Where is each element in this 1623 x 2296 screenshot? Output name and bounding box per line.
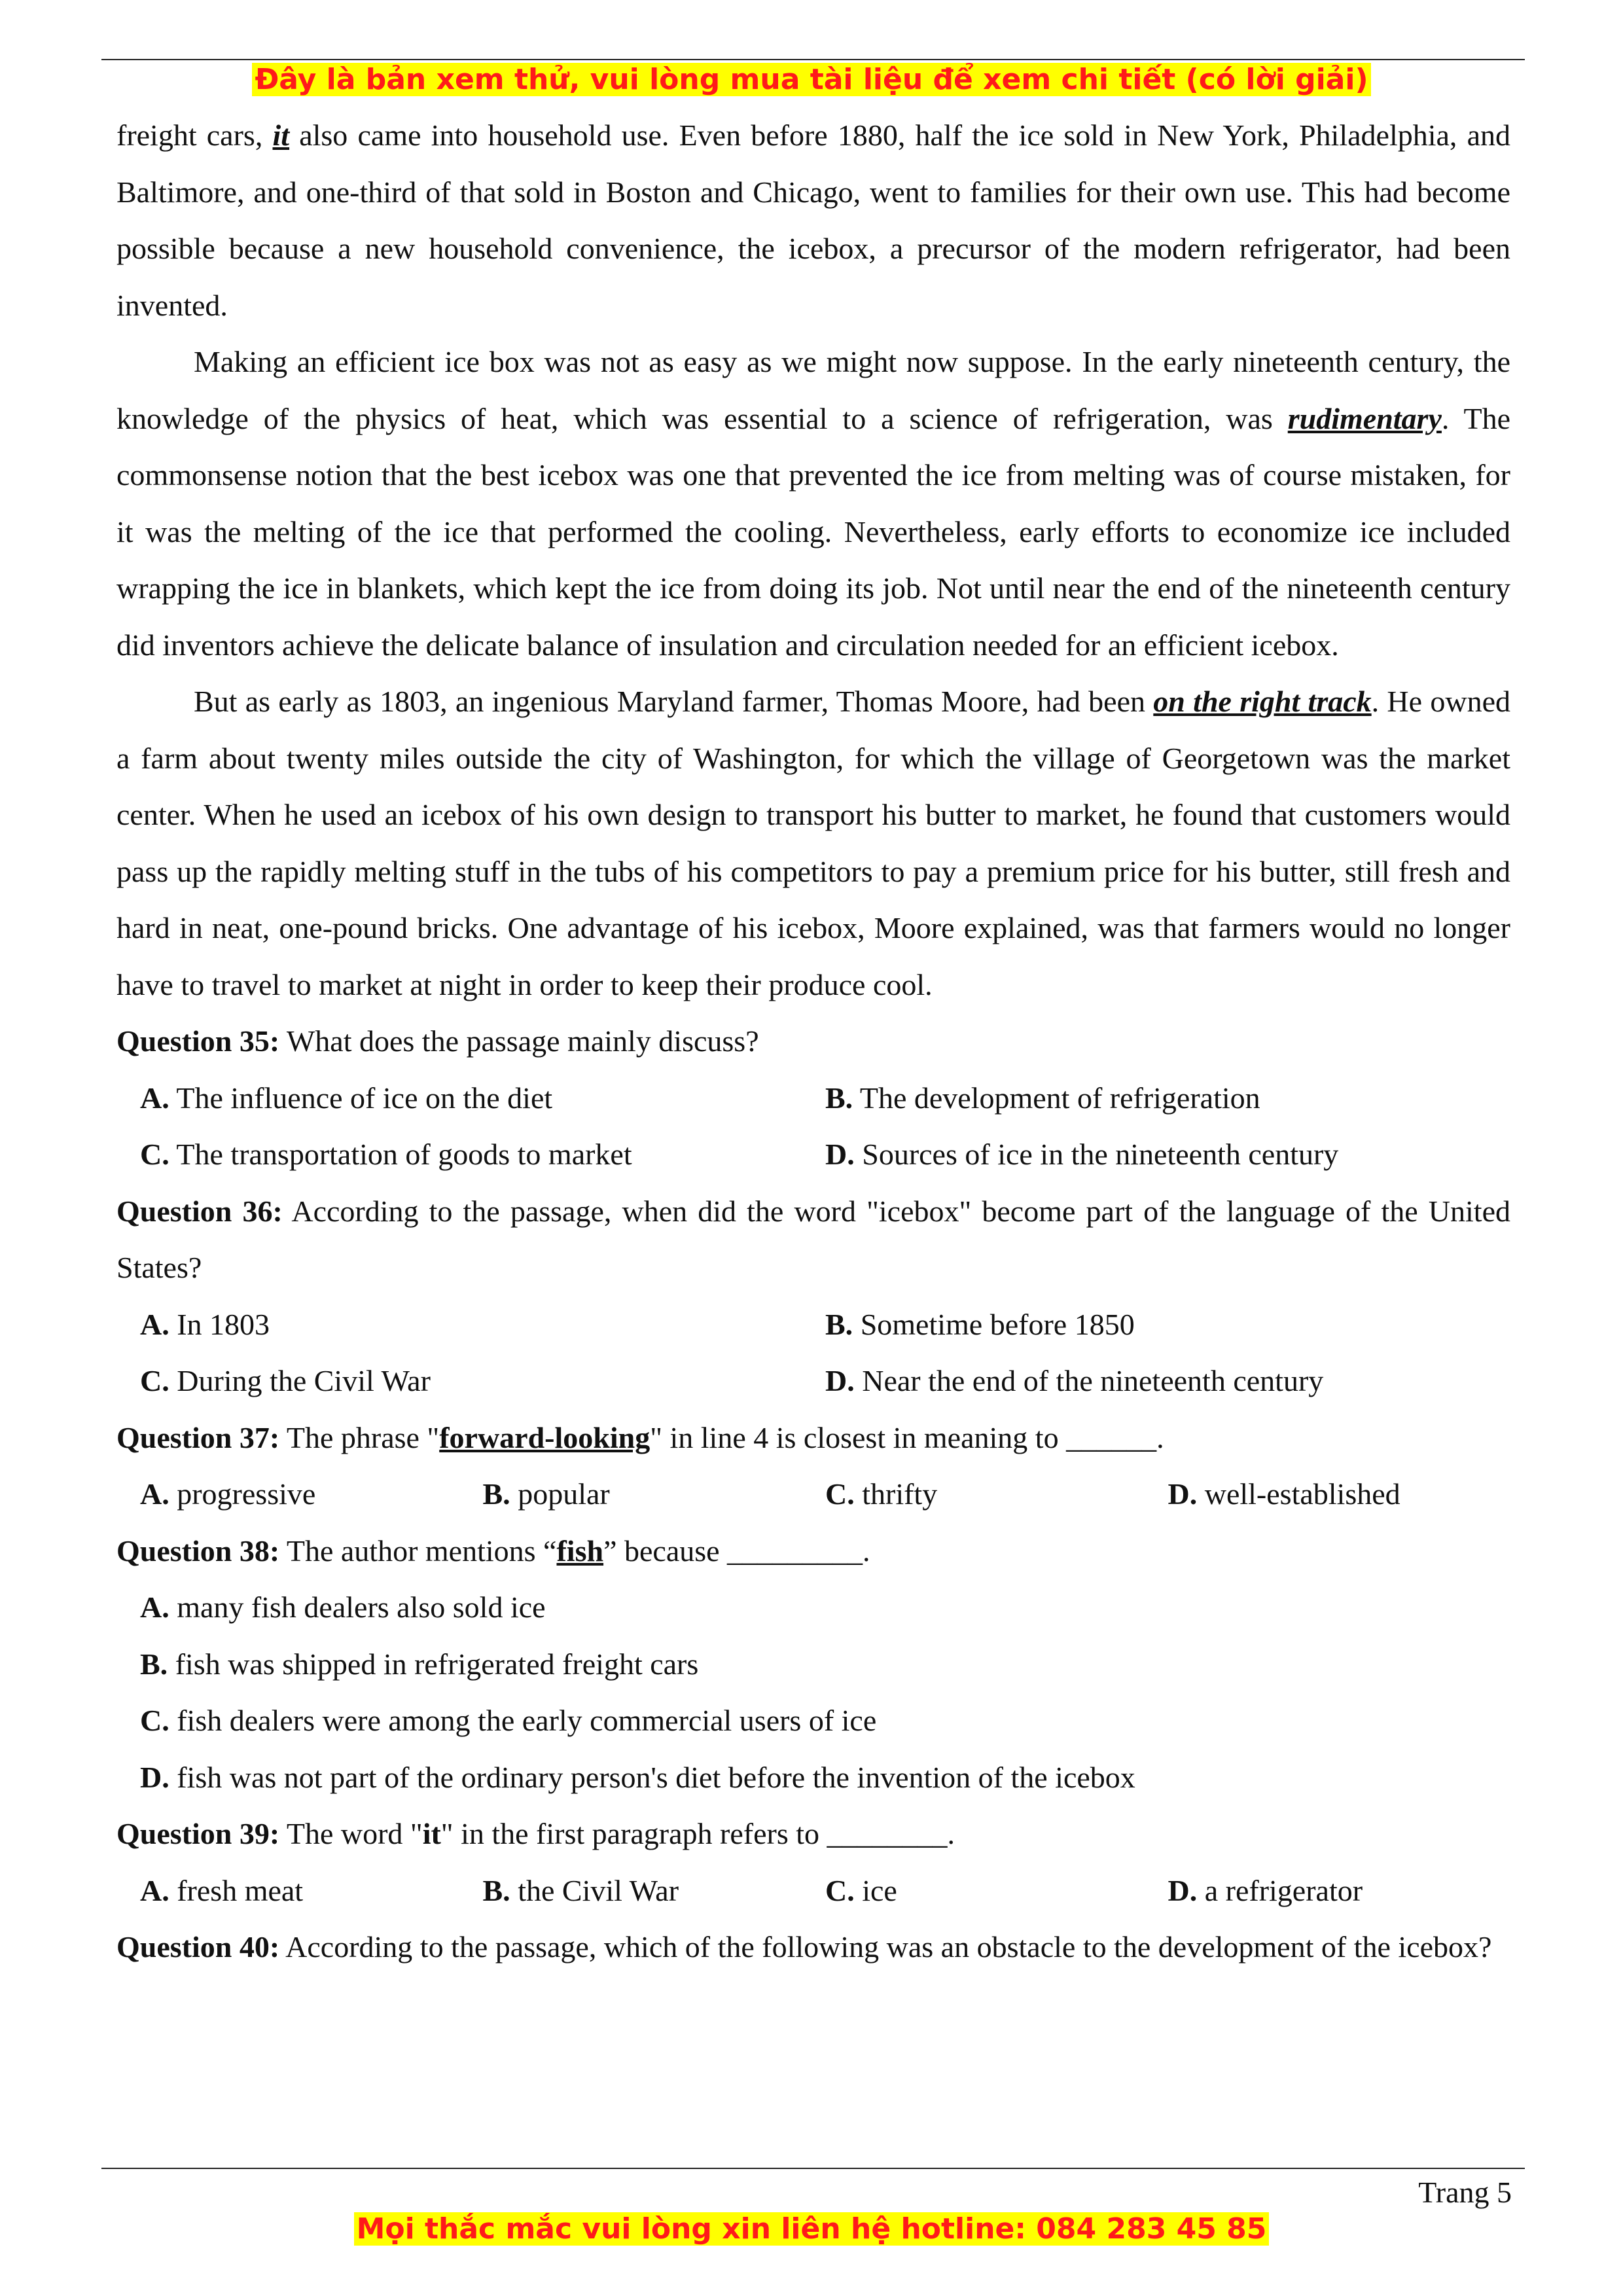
- question-38-option-c-row: [116, 1693, 1510, 1749]
- preview-banner-text: Đây là bản xem thử, vui lòng mua tài liệu để xem chi tiết (có lời giải): [252, 63, 1370, 96]
- hotline-banner: [0, 2210, 1623, 2249]
- option-c[interactable]: C. thrifty: [825, 1477, 938, 1511]
- question-label: Question 35:: [116, 1024, 280, 1058]
- question-39: Question 39: The word "it" in the first paragraph refers to ________.: [116, 1817, 955, 1850]
- question-36-options-row-2: [116, 1353, 1510, 1410]
- question-38-option-d-row: [116, 1749, 1510, 1806]
- question-label: Question 39:: [116, 1817, 280, 1850]
- option-b[interactable]: B. Sometime before 1850: [825, 1307, 1135, 1341]
- page-number: Trang 5: [1418, 2176, 1512, 2209]
- keyword-fish: fish: [556, 1534, 604, 1568]
- option-d[interactable]: D. well-established: [1168, 1477, 1400, 1511]
- question-35-options-row-2: [116, 1126, 1510, 1183]
- question-label: Question 38:: [116, 1534, 280, 1568]
- option-b[interactable]: B. fish was shipped in refrigerated freight cars: [140, 1647, 699, 1681]
- keyword-on-the-right-track: on the right track: [1153, 685, 1372, 718]
- question-38-option-a-row: [116, 1579, 1510, 1636]
- question-37-options: [116, 1466, 1510, 1523]
- option-d[interactable]: D. fish was not part of the ordinary person's diet before the invention of the icebox: [140, 1760, 1135, 1794]
- passage-paragraph-2: Making an efficient ice box was not as easy as we might now suppose. In the early nineteenth century, the knowledge of the physics of heat, which was essential to a science of refrigeration, was rudimentary. The commonsense notion that the best icebox was one that prevented the ice from melting was of course mistaken, for it was the melting of the ice that performed the cooling. Nevertheless, early efforts to economize ice included wrapping the ice in blankets, which kept the ice from doing its job. Not until near the end of the nineteenth century did inventors achieve the delicate balance of insulation and circulation needed for an efficient icebox.: [116, 345, 1510, 662]
- option-a[interactable]: A. fresh meat: [140, 1873, 304, 1907]
- document-body: [116, 107, 1510, 1976]
- question-label: Question 36:: [116, 1194, 283, 1228]
- question-40: Question 40: According to the passage, which of the following was an obstacle to the development of the icebox?: [116, 1930, 1492, 1964]
- option-c[interactable]: C. ice: [825, 1873, 897, 1907]
- question-36: Question 36: According to the passage, when did the word "icebox" become part of the language of the United States?: [116, 1194, 1510, 1284]
- passage-paragraph-1: freight cars, it also came into household use. Even before 1880, half the ice sold in New York, Philadelphia, and Baltimore, and one-third of that sold in Boston and Chicago, went to families for their own use. This had become possible because a new household convenience, the icebox, a precursor of the modern refrigerator, had been invented.: [116, 118, 1510, 322]
- preview-banner: [0, 60, 1623, 99]
- hotline-text: Mọi thắc mắc vui lòng xin liên hệ hotline: 084 283 45 85: [354, 2212, 1270, 2246]
- option-d[interactable]: D. a refrigerator: [1168, 1873, 1363, 1907]
- option-c[interactable]: C. During the Civil War: [140, 1364, 431, 1397]
- keyword-forward-looking: forward-looking: [439, 1420, 651, 1454]
- question-35-options-row-1: [116, 1070, 1510, 1127]
- option-c[interactable]: C. fish dealers were among the early commercial users of ice: [140, 1704, 877, 1737]
- question-39-options: [116, 1863, 1510, 1920]
- option-a[interactable]: A. progressive: [140, 1477, 316, 1511]
- keyword-it: it: [272, 118, 290, 152]
- keyword-it: it: [422, 1817, 441, 1850]
- option-b[interactable]: B. The development of refrigeration: [825, 1081, 1260, 1115]
- question-37: Question 37: The phrase "forward-looking" in line 4 is closest in meaning to ______.: [116, 1420, 1164, 1454]
- question-label: Question 37:: [116, 1420, 280, 1454]
- question-38: Question 38: The author mentions “fish” because _________.: [116, 1534, 870, 1568]
- option-d[interactable]: D. Near the end of the nineteenth century: [825, 1364, 1324, 1397]
- option-d[interactable]: D. Sources of ice in the nineteenth century: [825, 1138, 1339, 1171]
- option-c[interactable]: C. The transportation of goods to market: [140, 1138, 632, 1171]
- option-b[interactable]: B. the Civil War: [482, 1873, 679, 1907]
- option-b[interactable]: B. popular: [482, 1477, 610, 1511]
- question-35: Question 35: What does the passage mainly discuss?: [116, 1024, 759, 1058]
- question-36-options-row-1: [116, 1297, 1510, 1354]
- question-38-option-b-row: [116, 1636, 1510, 1693]
- footer-rule: [101, 2168, 1525, 2169]
- passage-paragraph-3: But as early as 1803, an ingenious Maryland farmer, Thomas Moore, had been on the right track. He owned a farm about twenty miles outside the city of Washington, for which the village of Georgetown was the market center. When he used an icebox of his own design to transport his butter to market, he found that customers would pass up the rapidly melting stuff in the tubs of his competitors to pay a premium price for his butter, still fresh and hard in neat, one-pound bricks. One advantage of his icebox, Moore explained, was that farmers would no longer have to travel to market at night in order to keep their produce cool.: [116, 685, 1510, 1001]
- option-a[interactable]: A. In 1803: [140, 1307, 270, 1341]
- question-label: Question 40:: [116, 1930, 280, 1964]
- option-a[interactable]: A. The influence of ice on the diet: [140, 1081, 553, 1115]
- option-a[interactable]: A. many fish dealers also sold ice: [140, 1590, 546, 1624]
- keyword-rudimentary: rudimentary: [1287, 401, 1442, 435]
